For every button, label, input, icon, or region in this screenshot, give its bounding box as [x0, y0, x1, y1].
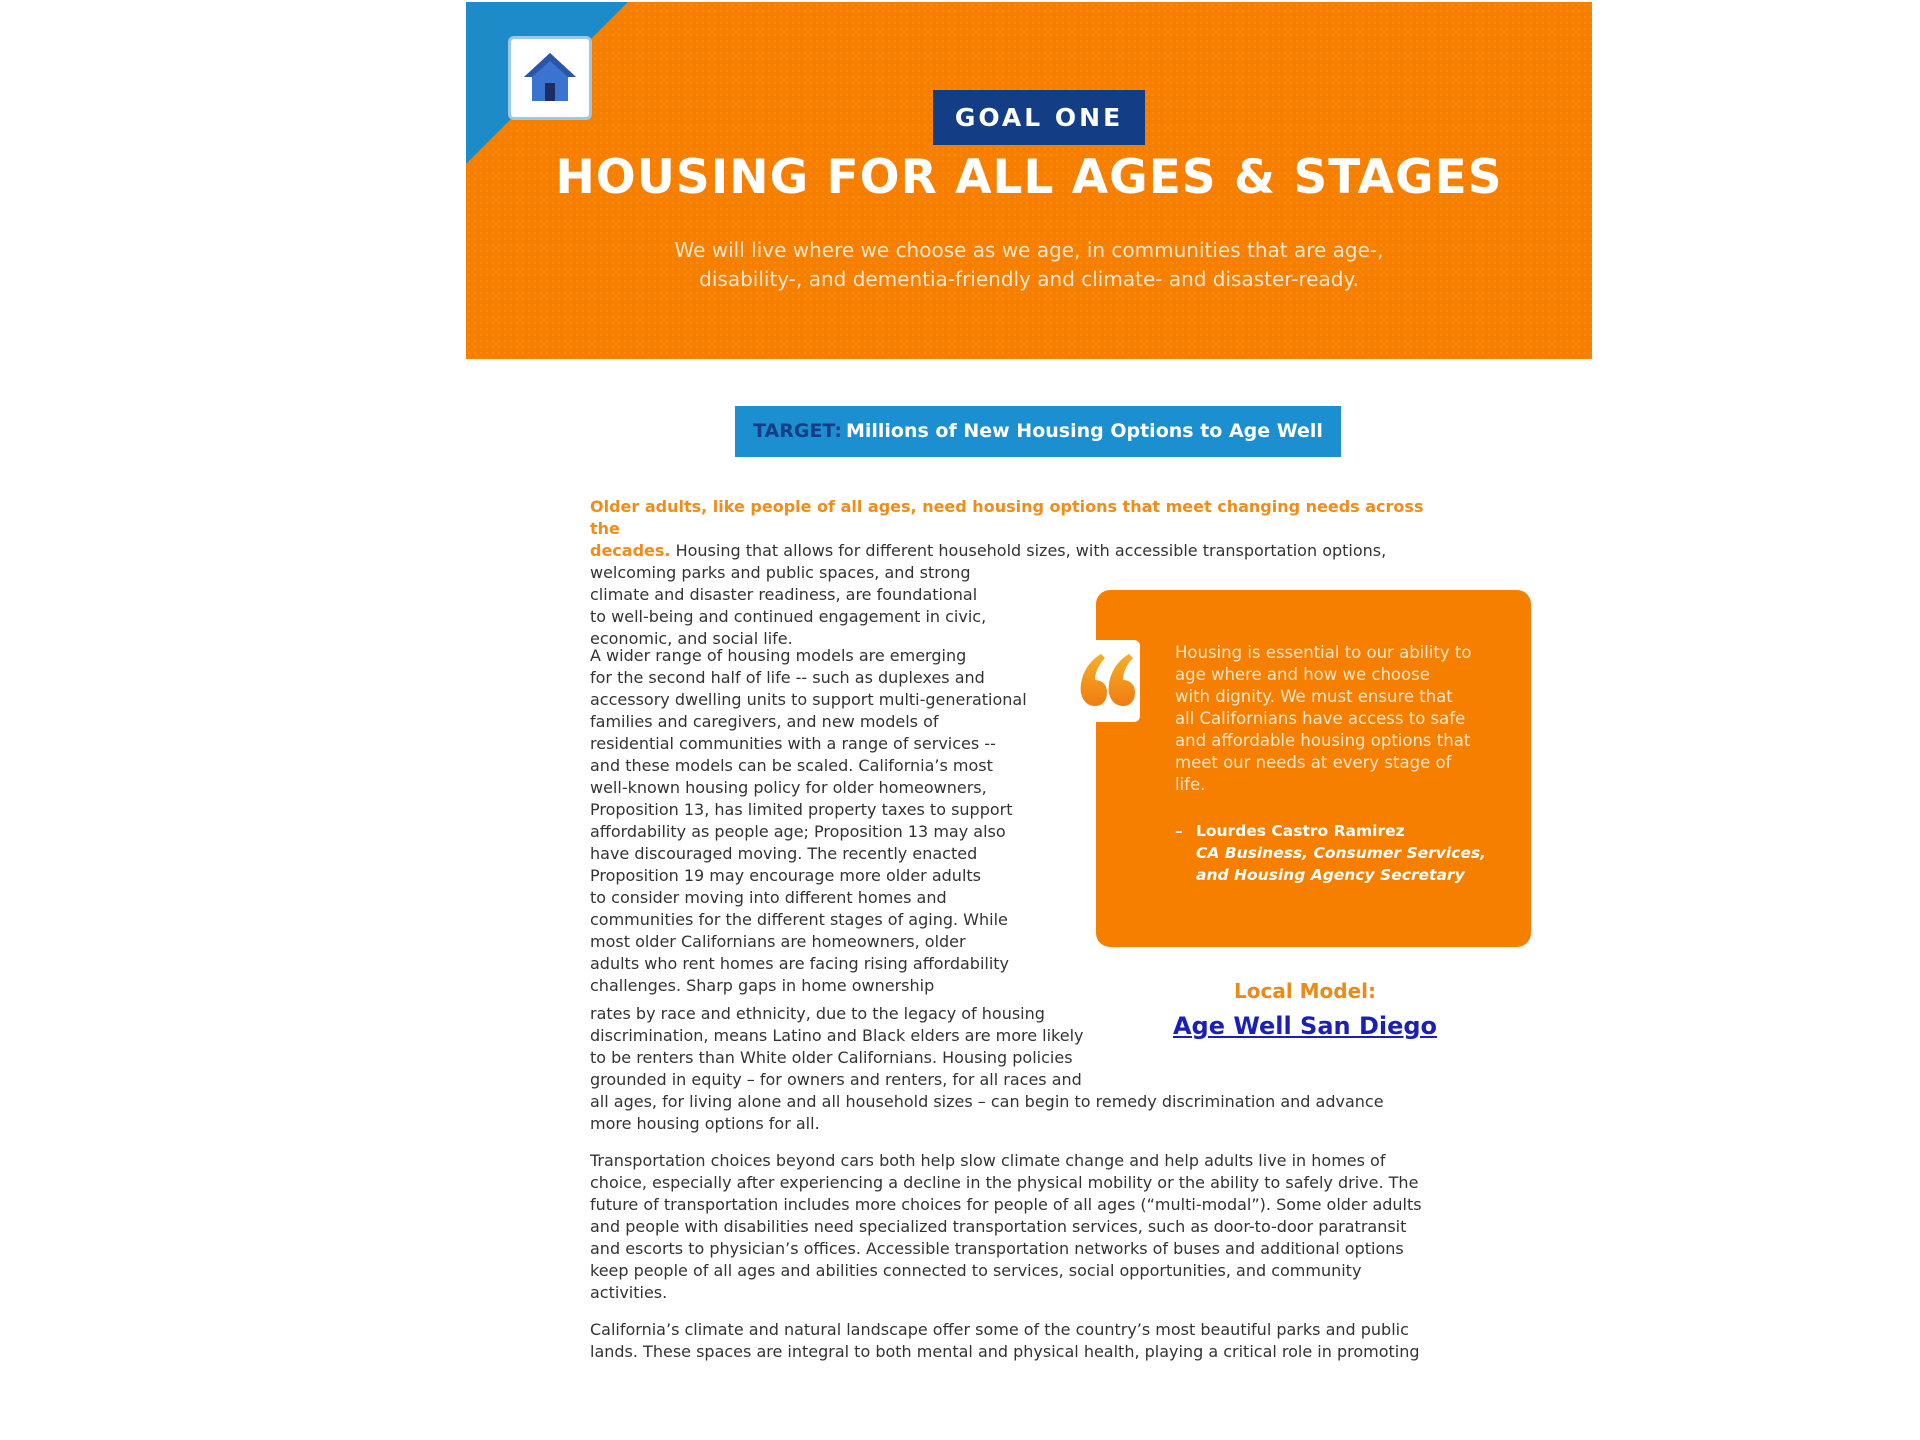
body-line: to well-being and continued engagement in civic,	[590, 607, 987, 626]
body-line: and people with disabilities need specialized transportation services, such as door-to-door paratransit	[590, 1217, 1407, 1236]
body-line: economic, and social life.	[590, 629, 793, 648]
body-line: well-known housing policy for older homeowners,	[590, 778, 987, 797]
quote-mark-tab	[1072, 640, 1140, 722]
body-line: climate and disaster readiness, are foundational	[590, 585, 978, 604]
body-line: and escorts to physician’s offices. Accessible transportation networks of buses and additional options	[590, 1239, 1404, 1258]
lead-text: Older adults, like people of all ages, need housing options that meet changing needs across the	[590, 497, 1424, 538]
attribution-dash: –	[1175, 822, 1183, 840]
attribution-title: and Housing Agency Secretary	[1196, 866, 1465, 884]
quote-line: with dignity. We must ensure that	[1175, 687, 1453, 706]
local-model-link[interactable]: Age Well San Diego	[1172, 1012, 1438, 1040]
target-label: TARGET:	[753, 420, 842, 442]
attribution-name: Lourdes Castro Ramirez	[1196, 822, 1405, 840]
body-line: lands. These spaces are integral to both mental and physical health, playing a critical role in promoting	[590, 1342, 1420, 1361]
paragraph-parks	[590, 1319, 1470, 1363]
lead-text: decades.	[590, 541, 671, 560]
body-line: have discouraged moving. The recently enacted	[590, 844, 978, 863]
body-line: to consider moving into different homes and	[590, 888, 947, 907]
goal-banner	[466, 2, 1592, 359]
body-line: all ages, for living alone and all household sizes – can begin to remedy discrimination and advance	[590, 1092, 1384, 1111]
body-line: more housing options for all.	[590, 1114, 820, 1133]
banner-subtitle-line: disability-, and dementia-friendly and climate- and disaster-ready.	[699, 267, 1359, 291]
body-line: residential communities with a range of services --	[590, 734, 996, 753]
body-line: accessory dwelling units to support multi-generational	[590, 690, 1027, 709]
attribution-title: CA Business, Consumer Services,	[1196, 844, 1487, 862]
body-line: Proposition 19 may encourage more older adults	[590, 866, 981, 885]
body-line: adults who rent homes are facing rising affordability	[590, 954, 1010, 973]
body-text: Housing that allows for different household sizes, with accessible transportation options,	[670, 541, 1387, 560]
banner-subtitle	[629, 236, 1429, 294]
paragraph-transportation	[590, 1150, 1470, 1304]
body-line: Transportation choices beyond cars both help slow climate change and help adults live in homes of	[590, 1151, 1386, 1170]
body-line: Proposition 13, has limited property taxes to support	[590, 800, 1013, 819]
quote-line: and affordable housing options that	[1175, 731, 1471, 750]
body-line: welcoming parks and public spaces, and strong	[590, 563, 971, 582]
body-line: future of transportation includes more choices for people of all ages (“multi-modal”). Some older adults	[590, 1195, 1422, 1214]
body-line: communities for the different stages of aging. While	[590, 910, 1008, 929]
home-icon-tile	[508, 36, 592, 120]
body-line: choice, especially after experiencing a decline in the physical mobility or the ability to safely drive. The	[590, 1173, 1419, 1192]
home-icon	[522, 49, 578, 105]
body-line: families and caregivers, and new models of	[590, 712, 939, 731]
target-text: Millions of New Housing Options to Age Well	[845, 420, 1323, 442]
body-line: keep people of all ages and abilities connected to services, social opportunities, and community	[590, 1261, 1362, 1280]
body-line: A wider range of housing models are emerging	[590, 646, 967, 665]
body-line: to be renters than White older Californians. Housing policies	[590, 1048, 1073, 1067]
quote-line: age where and how we choose	[1175, 665, 1430, 684]
body-line: activities.	[590, 1283, 668, 1302]
quote-line: life.	[1175, 775, 1206, 794]
body-line: California’s climate and natural landscape offer some of the country’s most beautiful parks and public	[590, 1320, 1409, 1339]
body-line: most older Californians are homeowners, older	[590, 932, 966, 951]
target-bar	[735, 406, 1341, 457]
body-line: affordability as people age; Proposition 13 may also	[590, 822, 1006, 841]
quote-line: all Californians have access to safe	[1175, 709, 1466, 728]
quote-line: Housing is essential to our ability to	[1175, 643, 1472, 662]
body-line: discrimination, means Latino and Black elders are more likely	[590, 1026, 1084, 1045]
paragraph-housing-models	[590, 645, 1060, 997]
body-line: for the second half of life -- such as duplexes and	[590, 668, 985, 687]
body-line: challenges. Sharp gaps in home ownership	[590, 976, 935, 995]
quote-attribution	[1175, 820, 1515, 886]
quote-text	[1175, 642, 1495, 796]
body-line: grounded in equity – for owners and renters, for all races and	[590, 1070, 1082, 1089]
quote-line: meet our needs at every stage of	[1175, 753, 1452, 772]
body-line: rates by race and ethnicity, due to the legacy of housing	[590, 1004, 1045, 1023]
local-model-label: Local Model:	[1233, 979, 1377, 1003]
banner-subtitle-line: We will live where we choose as we age, in communities that are age-,	[674, 238, 1384, 262]
page-title: HOUSING FOR ALL AGES & STAGES	[555, 150, 1503, 205]
goal-label: GOAL ONE	[933, 90, 1145, 145]
body-line: and these models can be scaled. California’s most	[590, 756, 993, 775]
quote-mark-icon	[1077, 652, 1135, 710]
